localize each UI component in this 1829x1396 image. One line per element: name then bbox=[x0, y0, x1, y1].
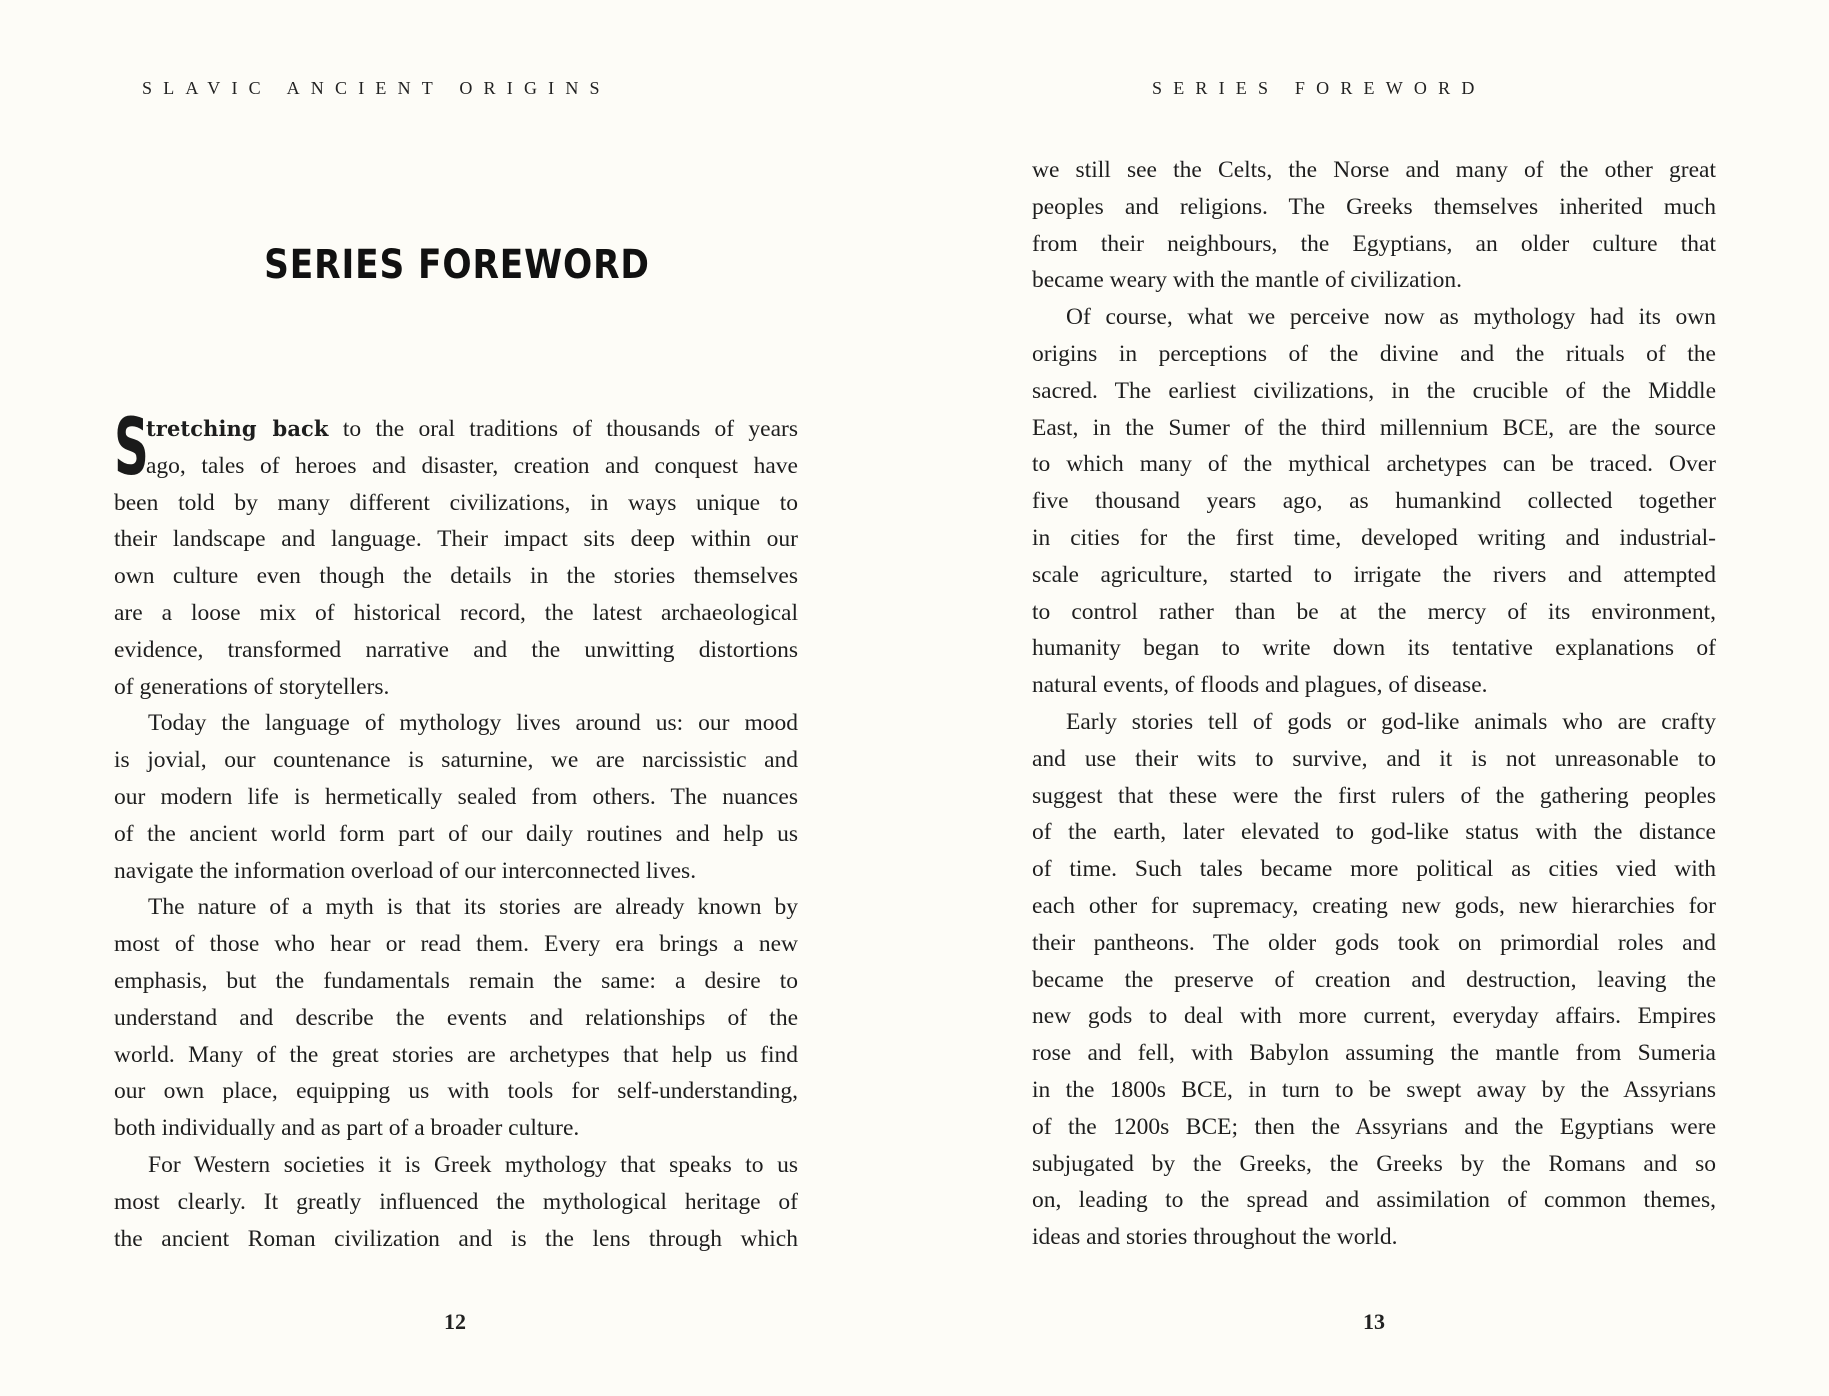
text-line: of the ancient world form part of our daily routines and help us bbox=[114, 820, 798, 847]
text-line: are a loose mix of historical record, the latest archaeological bbox=[114, 599, 798, 626]
text-line: from their neighbours, the Egyptians, an older culture that bbox=[1032, 230, 1716, 257]
text-line-content: to the oral traditions of thousands of years bbox=[328, 416, 798, 442]
text-line: world. Many of the great stories are archetypes that help us find bbox=[114, 1041, 798, 1068]
text-line: to which many of the mythical archetypes can be traced. Over bbox=[1032, 451, 1716, 478]
text-line: rose and fell, with Babylon assuming the mantle from Sumeria bbox=[1032, 1040, 1716, 1067]
text-line: scale agriculture, started to irrigate the rivers and attempted bbox=[1032, 561, 1716, 588]
text-line: Early stories tell of gods or god-like animals who are crafty bbox=[1066, 708, 1716, 735]
text-line: origins in perceptions of the divine and the rituals of the bbox=[1032, 340, 1716, 367]
text-line: evidence, transformed narrative and the unwitting distortions bbox=[114, 636, 798, 663]
text-line: sacred. The earliest civilizations, in the crucible of the Middle bbox=[1032, 377, 1716, 404]
text-line: we still see the Celts, the Norse and many of the other great bbox=[1032, 157, 1716, 183]
text-line: natural events, of floods and plagues, of disease. bbox=[1032, 672, 1488, 699]
text-line: the ancient Roman civilization and is the lens through which bbox=[114, 1225, 798, 1252]
text-line: in cities for the first time, developed writing and industrial- bbox=[1032, 524, 1716, 551]
text-line: each other for supremacy, creating new gods, new hierarchies for bbox=[1032, 892, 1716, 919]
text-line: new gods to deal with more current, everyday affairs. Empires bbox=[1032, 1003, 1716, 1030]
text-line: ago, tales of heroes and disaster, creation and conquest have bbox=[146, 452, 798, 479]
running-head-left: SLAVIC ANCIENT ORIGINS bbox=[142, 78, 611, 98]
text-line: East, in the Sumer of the third millennium BCE, are the source bbox=[1032, 414, 1716, 441]
text-line: emphasis, but the fundamentals remain the same: a desire to bbox=[114, 967, 798, 994]
text-line: been told by many different civilizations, in ways unique to bbox=[114, 489, 798, 516]
text-line: of the 1200s BCE; then the Assyrians and the Egyptians were bbox=[1032, 1113, 1716, 1140]
text-line: both individually and as part of a broader culture. bbox=[114, 1115, 580, 1142]
text-line: to control rather than be at the mercy of its environment, bbox=[1032, 598, 1716, 625]
text-line: five thousand years ago, as humankind collected together bbox=[1032, 488, 1716, 515]
text-line: our modern life is hermetically sealed from others. The nuances bbox=[114, 783, 798, 810]
text-line: subjugated by the Greeks, the Greeks by the Romans and so bbox=[1032, 1150, 1716, 1177]
right-page bbox=[914, 0, 1829, 1396]
text-line: of the earth, later elevated to god-like status with the distance bbox=[1032, 819, 1716, 846]
text-line: understand and describe the events and relationships of the bbox=[114, 1004, 798, 1031]
page-number-left: 12 bbox=[444, 1309, 466, 1334]
text-line: most of those who hear or read them. Every era brings a new bbox=[114, 931, 798, 958]
running-head-right: SERIES FOREWORD bbox=[1152, 78, 1486, 98]
page-number-right: 13 bbox=[1363, 1309, 1385, 1334]
left-body-text bbox=[114, 403, 798, 1257]
text-line: For Western societies it is Greek mythology that speaks to us bbox=[148, 1151, 798, 1178]
text-line: Today the language of mythology lives around us: our mood bbox=[148, 710, 798, 737]
chapter-title: SERIES FOREWORD bbox=[264, 242, 650, 288]
text-line: our own place, equipping us with tools for self-understanding, bbox=[114, 1078, 798, 1105]
text-line: their pantheons. The older gods took on primordial roles and bbox=[1032, 929, 1716, 956]
left-page bbox=[0, 0, 914, 1396]
text-line: humanity began to write down its tentative explanations of bbox=[1032, 635, 1716, 662]
text-line: became the preserve of creation and destruction, leaving the bbox=[1032, 966, 1716, 993]
text-line: is jovial, our countenance is saturnine, we are narcissistic and bbox=[114, 747, 798, 774]
text-line: navigate the information overload of our interconnected lives. bbox=[114, 857, 697, 884]
text-line: and use their wits to survive, and it is not unreasonable to bbox=[1032, 745, 1716, 772]
text-line: their landscape and language. Their impact sits deep within our bbox=[114, 526, 798, 553]
lead-in: tretching back bbox=[146, 416, 329, 441]
text-line: most clearly. It greatly influenced the mythological heritage of bbox=[114, 1188, 798, 1215]
text-line: own culture even though the details in the stories themselves bbox=[114, 563, 798, 590]
text-line: peoples and religions. The Greeks themselves inherited much bbox=[1032, 193, 1716, 220]
text-line: ideas and stories throughout the world. bbox=[1032, 1224, 1398, 1251]
text-line: The nature of a myth is that its stories are already known by bbox=[148, 894, 798, 921]
text-line: Of course, what we perceive now as mythology had its own bbox=[1066, 304, 1716, 331]
text-line: of time. Such tales became more political as cities vied with bbox=[1032, 856, 1716, 883]
drop-cap: S bbox=[114, 403, 149, 493]
text-line: on, leading to the spread and assimilation of common themes, bbox=[1032, 1187, 1716, 1214]
text-line: in the 1800s BCE, in turn to be swept away by the Assyrians bbox=[1032, 1076, 1716, 1103]
text-line bbox=[114, 411, 798, 448]
text-line: became weary with the mantle of civilization. bbox=[1032, 267, 1463, 294]
text-line: of generations of storytellers. bbox=[114, 673, 390, 700]
text-line: suggest that these were the first rulers of the gathering peoples bbox=[1032, 782, 1716, 809]
right-body-text bbox=[1032, 152, 1716, 1256]
